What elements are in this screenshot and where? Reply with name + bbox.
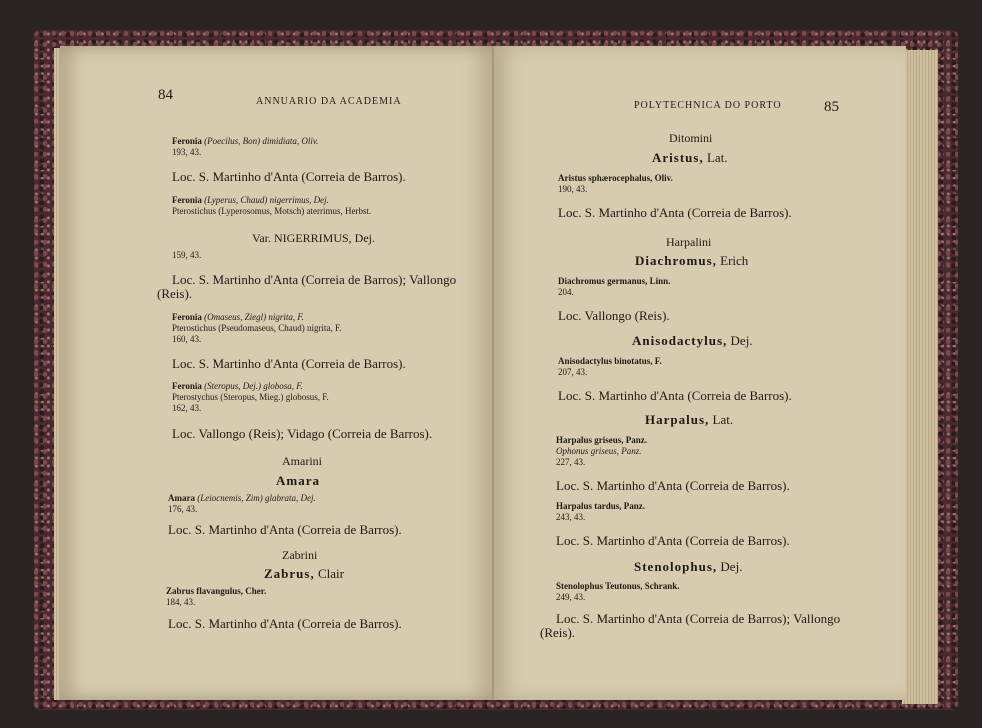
locality-line: Loc. S. Martinho d'Anta (Correia de Barros). [168,522,402,537]
locality-line-cont: (Reis). [540,625,576,640]
species-line: Stenolophus Teutonus, Schrank. [556,581,680,591]
species-line: Aristus sphærocephalus, Oliv. [558,173,673,183]
genus-heading: Zabrus, Clair [264,566,344,581]
genus-heading: Anisodactylus, Dej. [632,333,753,348]
species-line: Feronia (Steropus, Dej.) globosa, F. [172,381,303,391]
locality-line: Loc. S. Martinho d'Anta (Correia de Barros); Vallongo [172,272,457,287]
locality-line: Loc. S. Martinho d'Anta (Correia de Barros). [172,169,406,184]
species-line: Feronia (Poecilus, Bon) dimidiata, Oliv. [172,136,319,146]
synonym-line: Pterostichus (Lyperosomus, Motsch) aterrimus, Herbst. [172,206,372,216]
catalog-number: 204. [558,287,574,297]
locality-line: Loc. S. Martinho d'Anta (Correia de Barros). [558,388,792,403]
genus-heading: Harpalus, Lat. [645,412,734,427]
species-line: Amara (Leiocnemis, Zim) glabrata, Dej. [168,493,316,503]
catalog-number: 184, 43. [166,597,196,607]
species-line: Feronia (Lyperus, Chaud) nigerrimus, Dej. [172,195,329,205]
catalog-number: 176, 43. [168,504,198,514]
locality-line: Loc. Vallongo (Reis). [558,308,670,323]
tribe-heading: Amarini [282,454,322,468]
species-line: Harpalus griseus, Panz. [556,435,648,445]
species-line: Zabrus flavangulus, Cher. [166,586,267,596]
catalog-number: 160, 43. [172,334,202,344]
page-number: 85 [824,99,839,115]
synonym-line: Pterostychus (Steropus, Mieg.) globosus, F. [172,392,329,402]
catalog-number: 162, 43. [172,403,202,413]
genus-heading: Diachromus, Erich [635,253,749,268]
species-line: Harpalus tardus, Panz. [556,501,646,511]
synonym-line: Ophonus griseus, Panz. [556,446,642,456]
locality-line: Loc. S. Martinho d'Anta (Correia de Barros). [172,356,406,371]
locality-line: Loc. S. Martinho d'Anta (Correia de Barros). [558,205,792,220]
locality-line: Loc. Vallongo (Reis); Vidago (Correia de Barros). [172,426,433,441]
catalog-number: 249, 43. [556,592,586,602]
running-head: ANNUARIO DA ACADEMIA [256,96,402,107]
genus-heading: Amara [276,473,320,488]
right-page-edges [902,50,938,704]
catalog-number: 159, 43. [172,250,202,260]
locality-line: Loc. S. Martinho d'Anta (Correia de Barros). [168,616,402,631]
catalog-number: 227, 43. [556,457,586,467]
genus-heading: Aristus, Lat. [652,150,728,165]
catalog-number: 207, 43. [558,367,588,377]
species-line: Diachromus germanus, Linn. [558,276,671,286]
species-line: Feronia (Omaseus, Ziegl) nigrita, F. [172,312,304,322]
catalog-number: 190, 43. [558,184,588,194]
tribe-heading: Ditomini [669,131,713,145]
tribe-heading: Zabrini [282,548,318,562]
catalog-number: 243, 43. [556,512,586,522]
synonym-line: Pterostichus (Pseudomaseus, Chaud) nigrita, F. [172,323,342,333]
locality-line-cont: (Reis). [157,286,193,301]
locality-line: Loc. S. Martinho d'Anta (Correia de Barros). [556,478,790,493]
locality-line: Loc. S. Martinho d'Anta (Correia de Barros). [556,533,790,548]
variety-line: Var. NIGERRIMUS, Dej. [252,231,375,245]
running-head: POLYTECHNICA DO PORTO [634,100,782,111]
tribe-heading: Harpalini [666,235,712,249]
locality-line: Loc. S. Martinho d'Anta (Correia de Barros); Vallongo [556,611,841,626]
catalog-number: 193, 43. [172,147,202,157]
species-line: Anisodactylus binotatus, F. [558,356,662,366]
page-number: 84 [158,87,173,103]
genus-heading: Stenolophus, Dej. [634,559,743,574]
